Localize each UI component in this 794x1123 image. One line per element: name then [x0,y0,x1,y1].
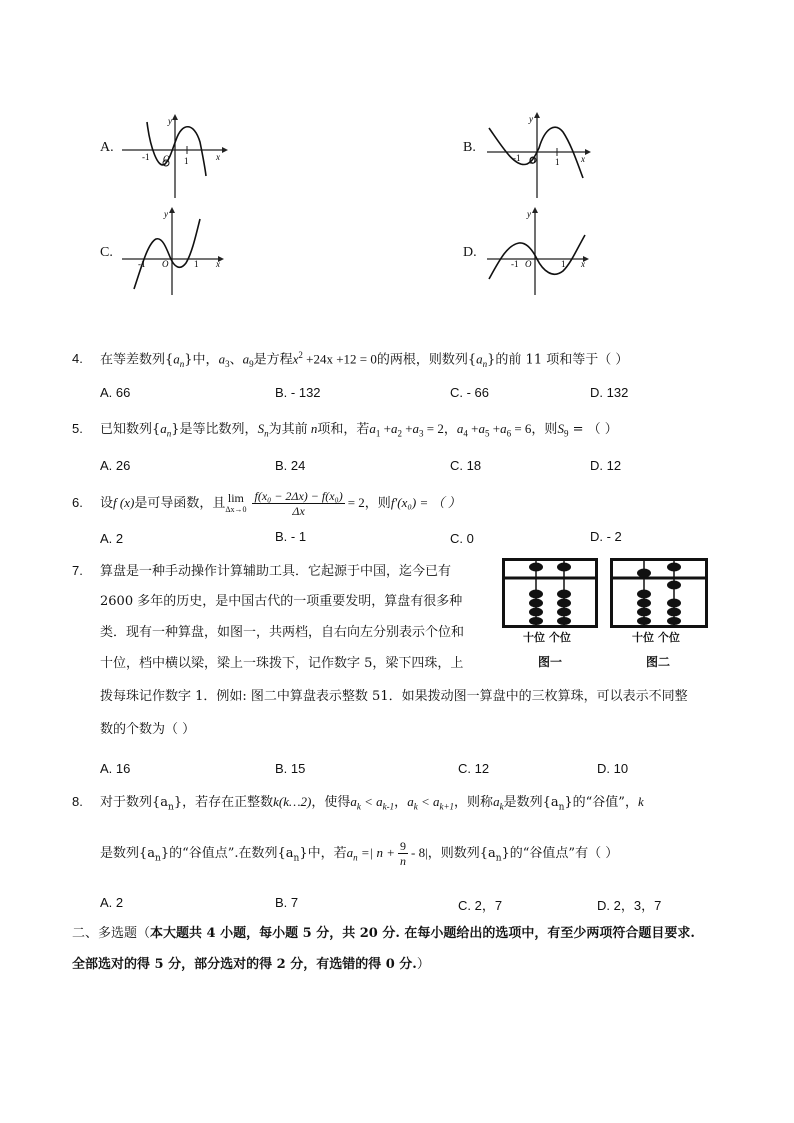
q6-option-c[interactable]: C. 0 [450,531,474,546]
q7-option-a[interactable]: A. 16 [100,761,131,776]
tick-pos-one: 1 [184,156,189,166]
q8-option-b[interactable]: B. 7 [275,895,299,910]
y-axis-label: y [527,209,531,219]
q7-line-4: 十位，档中横以梁，梁上一珠拨下，记作数字 5，梁下四珠，上 [100,656,464,671]
section-2-heading-line-2: 全部选对的得 5 分，部分选对的得 2 分，有选错的得 0 分.） [72,957,430,972]
y-axis-label: y [164,209,168,219]
y-axis-label: y [529,114,533,124]
limit-operator: lim Δx→0 [225,490,247,514]
y-axis-label: y [168,116,172,126]
q7-option-c[interactable]: C. 12 [458,761,490,776]
origin-label: O [529,156,536,166]
q5-option-c[interactable]: C. 18 [450,458,482,473]
x-axis-label: x [581,259,585,269]
difference-quotient: $\frac{\text{f(x₀ − 2Δx) − f(x₀)}}{\Delta x}$ [254,489,343,518]
q8-option-a[interactable]: A. 2 [100,895,124,910]
question-5: 5. 已知数列$\{a_n\}$是等比数列，$S_n$为其前 n项和，若$a_1 +a_2 +a_3 = 2$，$a_4 +a_5 +a_6 = 6$，则$S_9$ = （ ） [72,421,618,439]
graph-c [120,205,230,297]
q7-line-3: 类．现有一种算盘，如图一，共两档，自右向左分别表示个位和 [100,625,465,640]
q5-option-b[interactable]: B. 24 [275,458,306,473]
q6-option-a[interactable]: A. 2 [100,531,124,546]
question-number: 5. [72,421,83,436]
question-4: 4. 在等差数列$\{a_n\}$中，$a_3$、$a_9$是方程$x^2 +24x +12 = 0$的两根，则数列$\{a_n\}$的前 11 项和等于（ ） [72,350,629,369]
q5-option-a[interactable]: A. 26 [100,458,131,473]
q8-option-d[interactable]: D. 2，3，7 [597,898,662,913]
abacus-2-caption: 图二 [646,655,671,669]
q5-option-d[interactable]: D. 12 [590,458,622,473]
tick-neg-one: -1 [511,259,519,269]
q4-option-a[interactable]: A. 66 [100,385,131,400]
section-2-heading: 二、多选题（本大题共 4 小题，每小题 5 分，共 20 分. 在每小题给出的选项中，有至少两项符合题目要求. [72,926,695,941]
tick-pos-one: 1 [555,157,560,167]
question-number: 4. [72,351,83,367]
graph-a [120,112,230,200]
question-7: 7. 算盘是一种手动操作计算辅助工具．它起源于中国，迄今已有 [72,563,452,579]
q8-option-c[interactable]: C. 2，7 [458,898,503,913]
abacus-figure-1 [502,558,598,628]
question-number: 6. [72,495,83,510]
q7-line-5: 拨每珠记作数字 1．例如: 图二中算盘表示整数 51．如果拨动图一算盘中的三枚算珠，可以表示不同整 [100,689,688,704]
origin-label: O [525,259,532,269]
option-c-label: C. [100,245,113,260]
q8-line-2: 是数列$\{a_n\}$的“谷值点”.在数列$\{a_n\}$中，若$a_n$ =| n + $\frac{9}{n}$ - 8|，则数列$\{a_n\}$的“谷值点”有（ ） [100,839,619,868]
graph-d [485,205,595,297]
origin-label: O [162,259,169,269]
abacus-1-caption: 图一 [538,655,563,669]
q6-option-d[interactable]: D. - 2 [590,529,622,544]
question-number: 7. [72,563,83,578]
nine-over-n: $\frac{9}{n}$ [400,839,406,868]
abacus-2-digit-labels: 十位 个位 [632,631,680,644]
x-axis-label: x [581,154,585,164]
q7-line-2: 2600 多年的历史，是中国古代的一项重要发明，算盘有很多种 [100,594,463,609]
x-axis-label: x [216,152,220,162]
question-6: 6. 设f (x)是可导函数，且 lim Δx→0 $\frac{\text{f(x₀ − 2Δx) − f(x₀)}}{\Delta x}$ = 2，则f′(x₀) = （ ） [72,489,461,518]
tick-neg-one: -1 [142,152,150,162]
option-d-label: D. [463,245,477,260]
option-a-label: A. [100,140,114,155]
q4-option-b[interactable]: B. - 132 [275,385,321,400]
tick-neg-one: -1 [513,153,521,163]
q4-option-d[interactable]: D. 132 [590,385,629,400]
question-8: 8. 对于数列$\{a_n\}$，若存在正整数k(k…2)，使得$a_k < a_{k-1}$，$a_k < a_{k+1}$，则称$a_k$是数列$\{a_n\}$的“谷值”，k [72,794,644,813]
graph-b [485,108,595,200]
x-axis-label: x [216,259,220,269]
question-number: 8. [72,794,83,809]
option-b-label: B. [463,140,476,155]
abacus-1-digit-labels: 十位 个位 [523,631,571,644]
origin-label: O [163,154,170,164]
q7-option-b[interactable]: B. 15 [275,761,306,776]
q4-option-c[interactable]: C. - 66 [450,385,490,400]
tick-pos-one: 1 [194,259,199,269]
q6-option-b[interactable]: B. - 1 [275,529,307,544]
q7-option-d[interactable]: D. 10 [597,761,629,776]
abacus-figure-2 [610,558,708,628]
tick-pos-one: 1 [561,259,566,269]
tick-neg-one: -1 [138,259,146,269]
q7-line-6: 数的个数为（ ） [100,722,196,737]
